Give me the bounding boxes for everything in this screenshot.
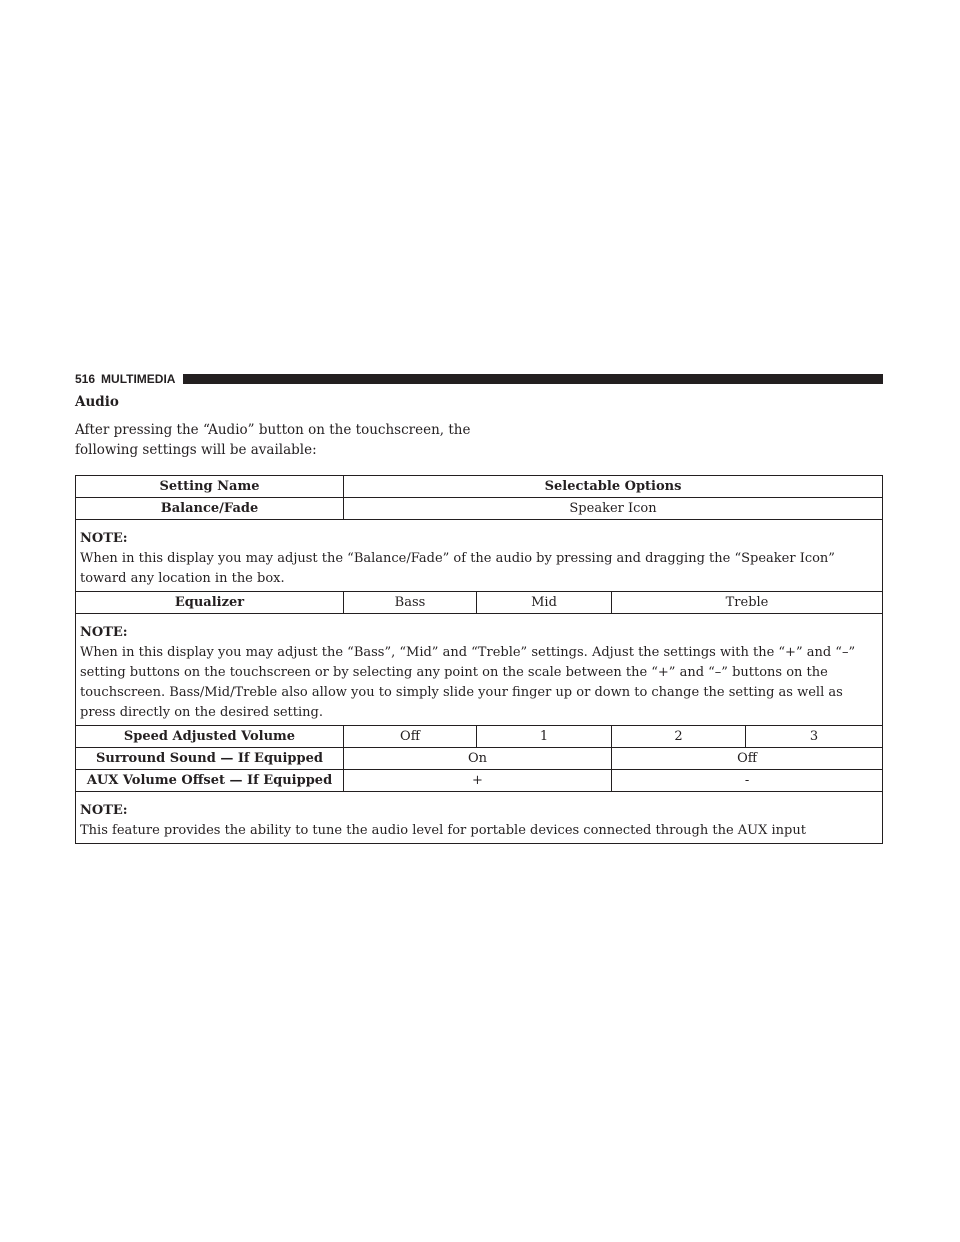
- note-text: This feature provides the ability to tune the audio level for portable devices connected through the AUX input: [80, 823, 806, 838]
- header-rule: [183, 374, 883, 384]
- note-label: NOTE:: [80, 531, 128, 546]
- option-cell: On: [344, 748, 612, 770]
- setting-name: Speed Adjusted Volume: [76, 726, 344, 748]
- page-number: 516: [75, 371, 96, 386]
- option-cell: Off: [344, 726, 477, 748]
- col-header-setting: Setting Name: [76, 476, 344, 498]
- option-cell: Speaker Icon: [344, 498, 883, 520]
- note-cell: [76, 614, 883, 726]
- table-row: [76, 726, 883, 748]
- option-cell: 1: [477, 726, 612, 748]
- section-heading: Audio: [75, 394, 119, 410]
- option-cell: +: [344, 770, 612, 792]
- note-text: When in this display you may adjust the “Bass”, “Mid” and “Treble” settings. Adjust the settings with the “+” and “–” setting buttons on the touchscreen or by selecting any point on the scale between the “+” and “–” buttons on the touchscreen. Bass/Mid/Treble also allow you to simply slide your finger up or down to change the setting as well as press directly on the desired setting.: [80, 645, 856, 720]
- option-cell: Off: [612, 748, 883, 770]
- table-header-row: [76, 476, 883, 498]
- audio-settings-table: [75, 475, 883, 844]
- intro-paragraph: After pressing the “Audio” button on the touchscreen, the following settings will be available:: [75, 422, 471, 458]
- option-cell: Mid: [477, 592, 612, 614]
- note-row: [76, 792, 883, 844]
- note-label: NOTE:: [80, 803, 128, 818]
- setting-name: Surround Sound — If Equipped: [76, 748, 344, 770]
- col-header-options: Selectable Options: [344, 476, 883, 498]
- table-row: [76, 770, 883, 792]
- note-label: NOTE:: [80, 625, 128, 640]
- option-cell: Bass: [344, 592, 477, 614]
- setting-name: Balance/Fade: [76, 498, 344, 520]
- note-row: [76, 520, 883, 592]
- setting-name: AUX Volume Offset — If Equipped: [76, 770, 344, 792]
- option-cell: 2: [612, 726, 746, 748]
- table-row: [76, 498, 883, 520]
- section-title: MULTIMEDIA: [101, 371, 176, 386]
- note-row: [76, 614, 883, 726]
- note-cell: [76, 520, 883, 592]
- setting-name: Equalizer: [76, 592, 344, 614]
- note-text: When in this display you may adjust the “Balance/Fade” of the audio by pressing and dragging the “Speaker Icon” toward any location in the box.: [80, 551, 835, 586]
- table-row: [76, 748, 883, 770]
- page-header: [75, 371, 883, 386]
- option-cell: -: [612, 770, 883, 792]
- option-cell: Treble: [612, 592, 883, 614]
- table-row: [76, 592, 883, 614]
- note-cell: [76, 792, 883, 844]
- option-cell: 3: [746, 726, 883, 748]
